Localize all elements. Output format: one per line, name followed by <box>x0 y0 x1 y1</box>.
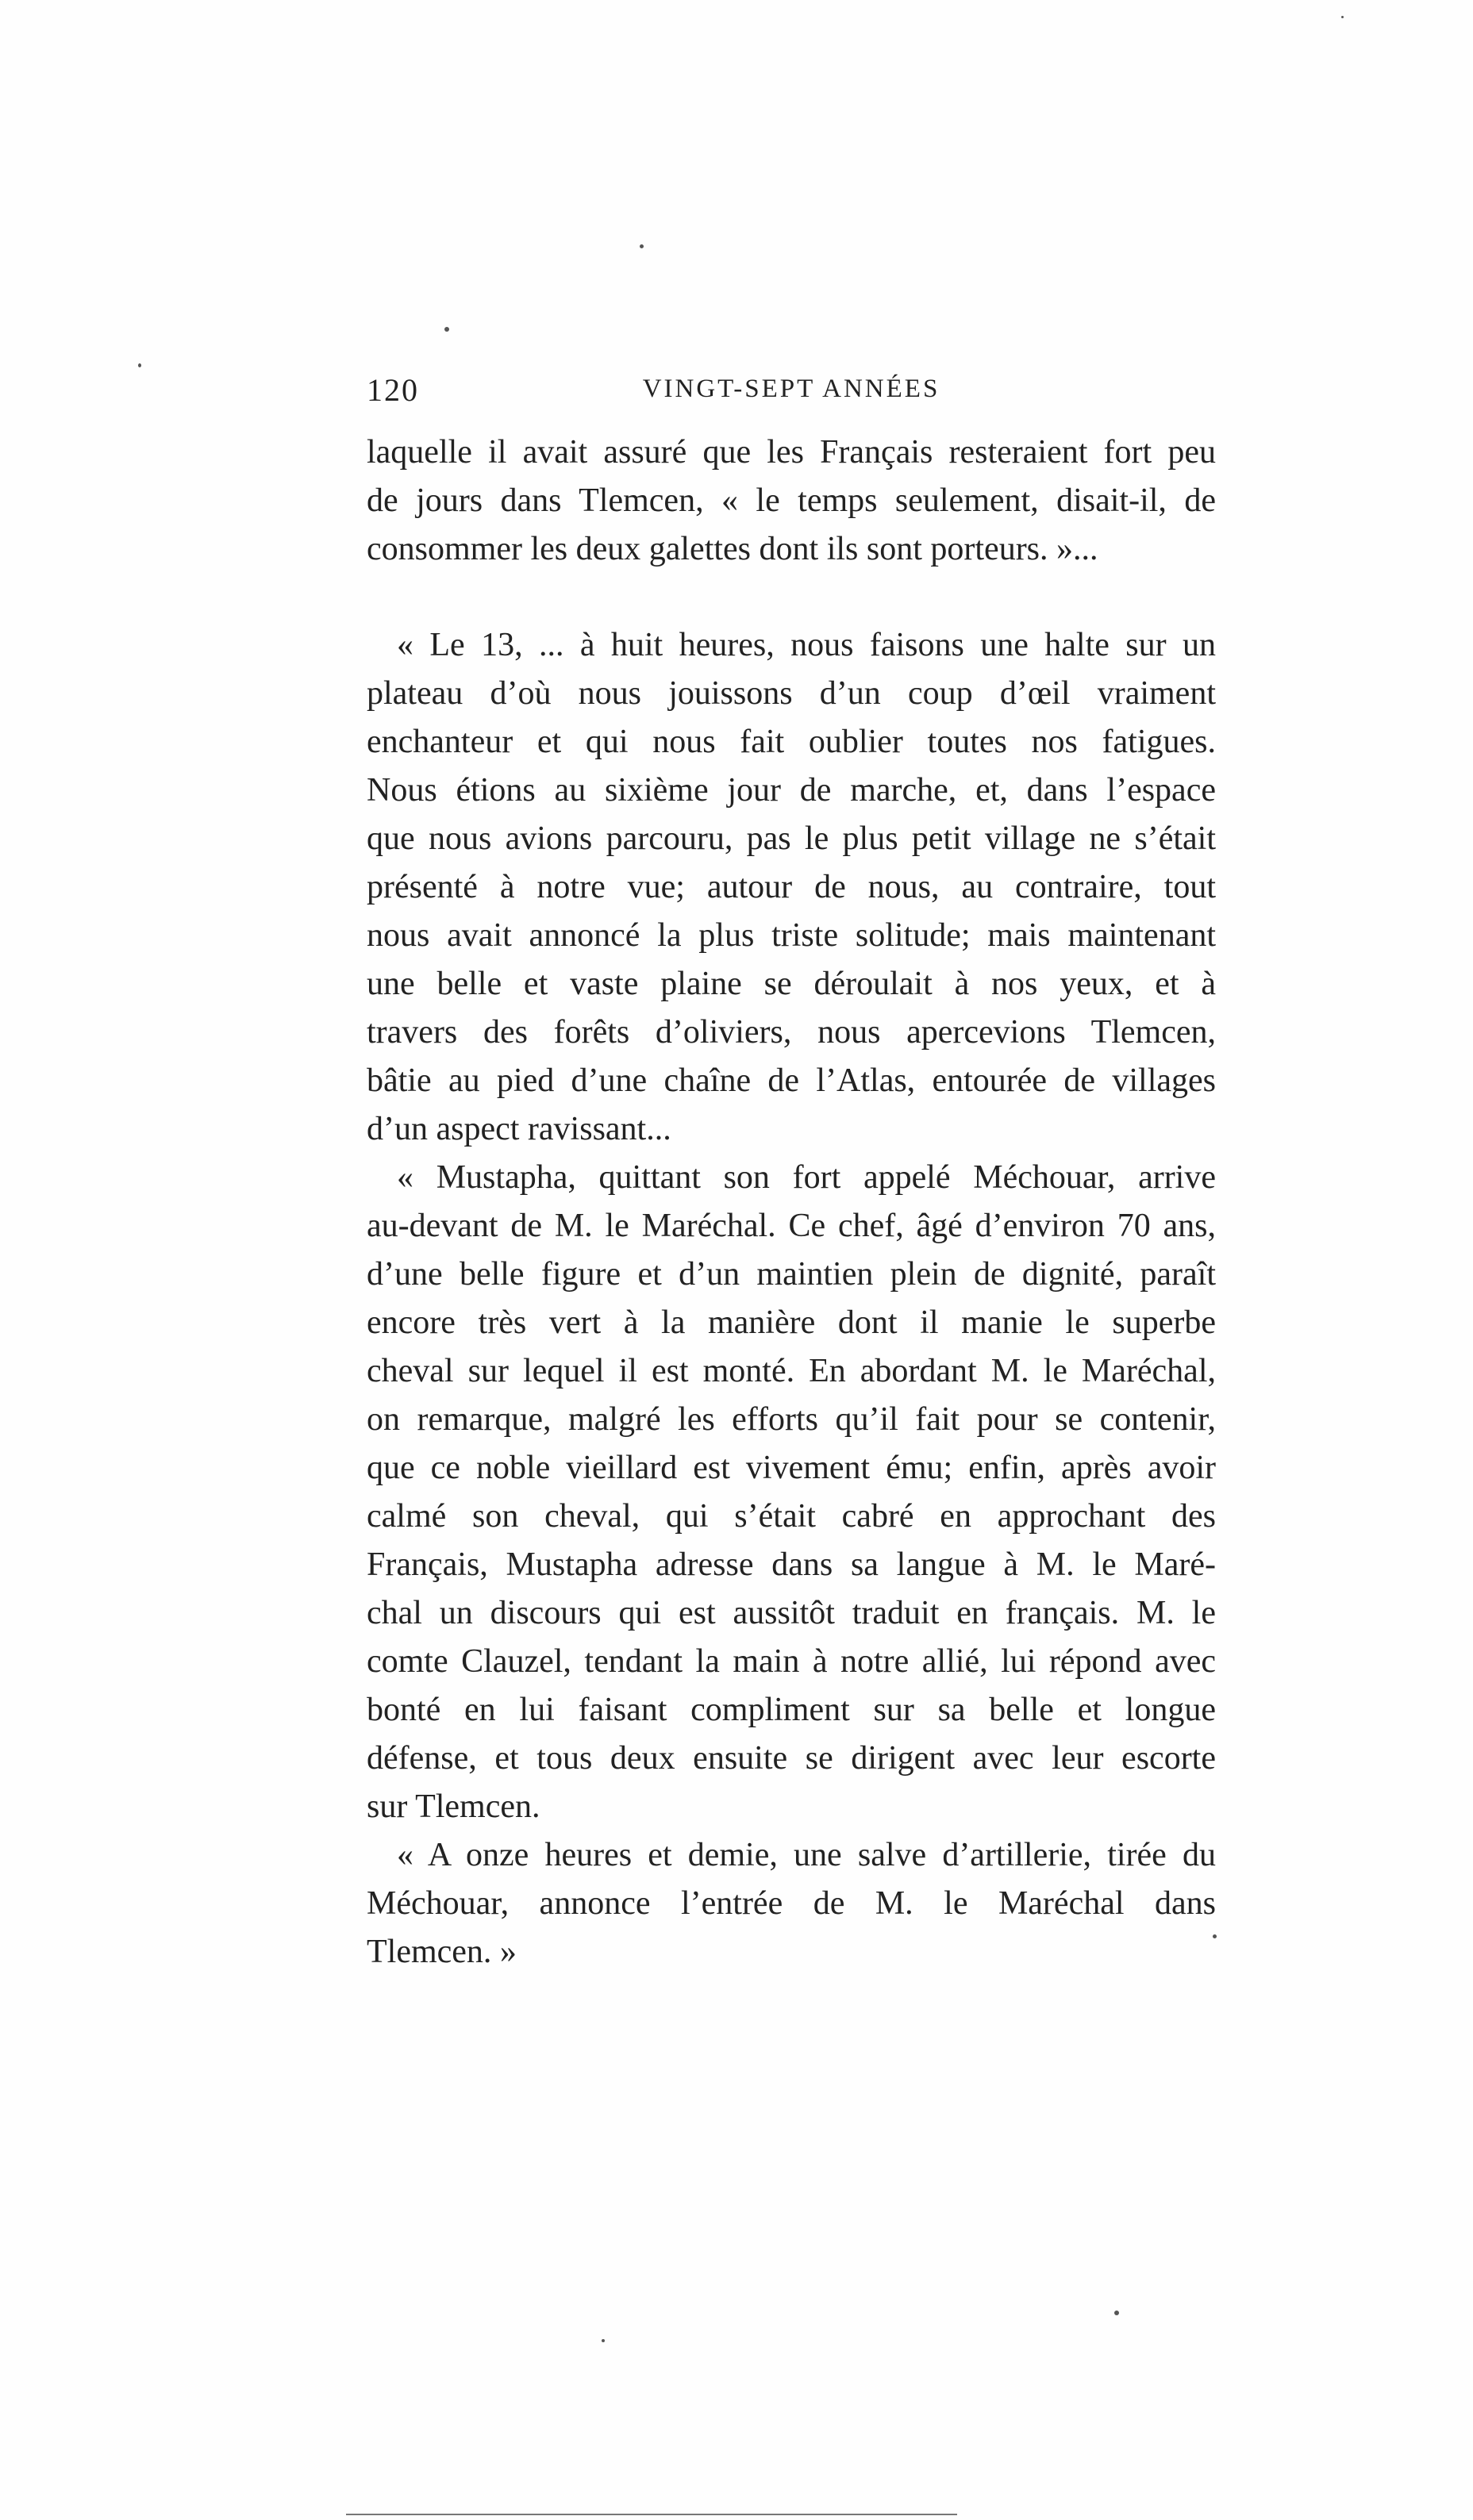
text-line: Tlemcen. » <box>367 1934 517 1970</box>
scan-speck <box>602 2339 605 2342</box>
text-line: laquelle il avait assuré que les Français resteraient fort peu <box>367 434 1216 471</box>
page-number: 120 <box>367 372 419 408</box>
text-line: consommer les deux galettes dont ils sont porteurs. »... <box>367 531 1098 567</box>
text-line: nous avait annoncé la plus triste solitude; mais maintenant <box>367 917 1216 954</box>
text-line: d’une belle figure et d’un maintien plein de dignité, paraît <box>367 1256 1216 1293</box>
text-line: « Le 13, ... à huit heures, nous faisons une halte sur un <box>397 627 1216 663</box>
text-line: travers des forêts d’oliviers, nous apercevions Tlemcen, <box>367 1014 1216 1051</box>
scan-edge-line <box>346 2514 957 2515</box>
scan-speck <box>1341 16 1344 18</box>
text-line: présenté à notre vue; autour de nous, au contraire, tout <box>367 869 1216 905</box>
text-line: chal un discours qui est aussitôt traduit en français. M. le <box>367 1595 1216 1631</box>
text-line: on remarque, malgré les efforts qu’il fait pour se contenir, <box>367 1401 1216 1438</box>
text-line: une belle et vaste plaine se déroulait à nos yeux, et à <box>367 966 1216 1002</box>
text-line: plateau d’où nous jouissons d’un coup d’œil vraiment <box>367 675 1216 712</box>
text-line: Méchouar, annonce l’entrée de M. le Maréchal dans <box>367 1885 1216 1922</box>
text-line: que nous avions parcouru, pas le plus petit village ne s’était <box>367 820 1216 857</box>
text-line: Français, Mustapha adresse dans sa langue à M. le Maré- <box>367 1546 1216 1583</box>
text-line: cheval sur lequel il est monté. En abordant M. le Maréchal, <box>367 1353 1216 1389</box>
text-line: calmé son cheval, qui s’était cabré en approchant des <box>367 1498 1216 1535</box>
paragraph <box>367 621 1216 1154</box>
paragraph-gap <box>367 574 1216 621</box>
text-line: encore très vert à la manière dont il manie le superbe <box>367 1304 1216 1341</box>
text-line: d’un aspect ravissant... <box>367 1111 671 1147</box>
paragraph <box>367 428 1216 574</box>
text-line: au-devant de M. le Maréchal. Ce chef, âgé d’environ 70 ans, <box>367 1208 1216 1244</box>
text-line: que ce noble vieillard est vivement ému; enfin, après avoir <box>367 1450 1216 1486</box>
scan-speck <box>1114 2311 1119 2315</box>
scan-speck <box>138 363 141 367</box>
text-line: « A onze heures et demie, une salve d’artillerie, tirée du <box>397 1837 1216 1873</box>
scan-speck <box>640 244 644 248</box>
body-text <box>367 428 1216 1976</box>
running-title: VINGT-SEPT ANNÉES <box>642 375 940 403</box>
text-line: de jours dans Tlemcen, « le temps seulement, disait-il, de <box>367 482 1216 519</box>
text-line: comte Clauzel, tendant la main à notre allié, lui répond avec <box>367 1643 1216 1680</box>
text-line: défense, et tous deux ensuite se dirigent avec leur escorte <box>367 1740 1216 1777</box>
running-head <box>367 371 1216 419</box>
text-line: « Mustapha, quittant son fort appelé Méchouar, arrive <box>397 1159 1216 1196</box>
text-line: Nous étions au sixième jour de marche, et, dans l’espace <box>367 772 1216 809</box>
paragraph <box>367 1831 1216 1976</box>
text-line: bonté en lui faisant compliment sur sa belle et longue <box>367 1692 1216 1728</box>
scan-speck <box>444 327 449 332</box>
text-line: bâtie au pied d’une chaîne de l’Atlas, entourée de villages <box>367 1062 1216 1099</box>
text-line: enchanteur et qui nous fait oublier toutes nos fatigues. <box>367 724 1216 760</box>
paragraph <box>367 1154 1216 1831</box>
text-line: sur Tlemcen. <box>367 1788 540 1825</box>
